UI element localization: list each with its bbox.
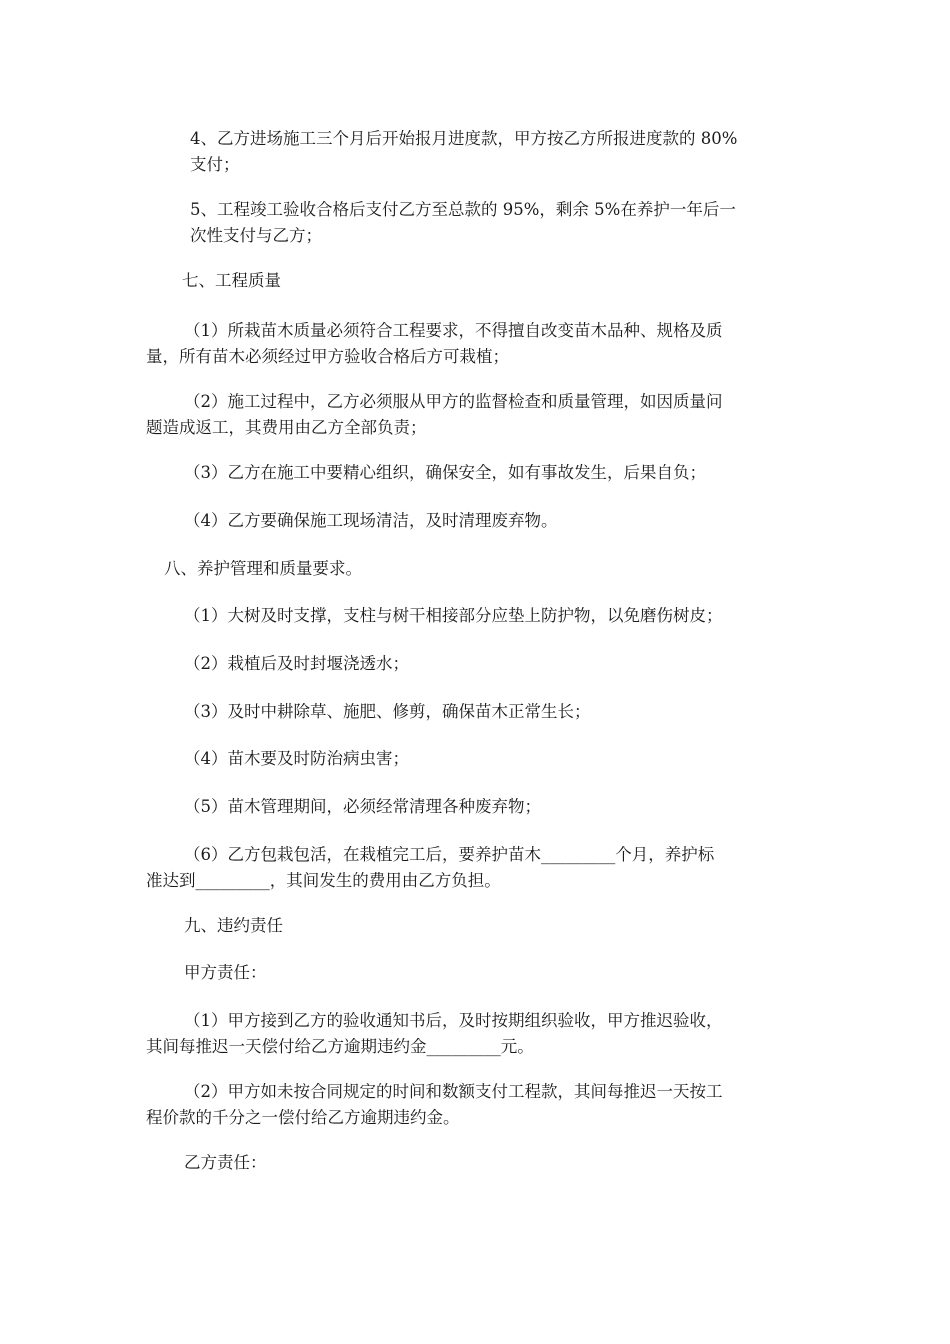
quality-clause-2: [146, 389, 806, 441]
maintenance-clause-6: [146, 842, 806, 894]
text-line: （3）及时中耕除草、施肥、修剪，确保苗木正常生长；: [184, 702, 591, 721]
section-heading-liability: [146, 913, 806, 939]
payment-clause-5: [146, 197, 806, 249]
quality-clause-4: [146, 508, 806, 534]
subheading: 甲方责任：: [184, 963, 267, 982]
text-line: （1）大树及时支撑，支柱与树干相接部分应垫上防护物，以免磨伤树皮；: [184, 606, 723, 625]
text-line: （5）苗木管理期间，必须经常清理各种废弃物；: [184, 797, 541, 816]
text-line: （1）甲方接到乙方的验收通知书后，及时按期组织验收，甲方推迟验收，: [184, 1011, 723, 1030]
text-line: 程价款的千分之一偿付给乙方逾期违约金。: [146, 1108, 460, 1127]
text-line: （2）栽植后及时封堰浇透水；: [184, 654, 409, 673]
text-line: （2）施工过程中，乙方必须服从甲方的监督检查和质量管理，如因质量问: [184, 392, 723, 411]
section-heading-maintenance: [146, 556, 806, 582]
text-line: 5、工程竣工验收合格后支付乙方至总款的 95%，剩余 5%在养护一年后一: [190, 200, 736, 219]
maintenance-clause-5: [146, 794, 806, 820]
party-a-liability-heading: [146, 960, 806, 986]
section-heading: 九、违约责任: [184, 916, 283, 935]
subheading: 乙方责任：: [184, 1153, 267, 1172]
maintenance-clause-3: [146, 699, 806, 725]
text-line: （3）乙方在施工中要精心组织，确保安全，如有事故发生，后果自负；: [184, 463, 706, 482]
text-line: 4、乙方进场施工三个月后开始报月进度款，甲方按乙方所报进度款的 80%: [190, 129, 738, 148]
maintenance-clause-2: [146, 651, 806, 677]
section-heading: 七、工程质量: [182, 271, 281, 290]
party-a-clause-2: [146, 1079, 806, 1131]
party-b-liability-heading: [146, 1150, 806, 1176]
quality-clause-1: [146, 318, 806, 370]
maintenance-clause-1: [146, 603, 806, 629]
maintenance-clause-4: [146, 746, 806, 772]
text-line: （6）乙方包栽包活，在栽植完工后，要养护苗木_________个月，养护标: [184, 845, 715, 864]
party-a-clause-1: [146, 1008, 806, 1060]
text-line: 支付；: [190, 155, 240, 174]
text-line: （1）所栽苗木质量必须符合工程要求，不得擅自改变苗木品种、规格及质: [184, 321, 723, 340]
quality-clause-3: [146, 460, 806, 486]
text-line: 其间每推迟一天偿付给乙方逾期违约金_________元。: [146, 1037, 534, 1056]
text-line: 准达到_________，其间发生的费用由乙方负担。: [146, 871, 501, 890]
text-line: 量，所有苗木必须经过甲方验收合格后方可栽植；: [146, 347, 509, 366]
section-heading: 八、养护管理和质量要求。: [164, 559, 362, 578]
text-line: （2）甲方如未按合同规定的时间和数额支付工程款，其间每推迟一天按工: [184, 1082, 723, 1101]
text-line: （4）苗木要及时防治病虫害；: [184, 749, 409, 768]
text-line: （4）乙方要确保施工现场清洁，及时清理废弃物。: [184, 511, 558, 530]
text-line: 题造成返工，其费用由乙方全部负责；: [146, 418, 427, 437]
payment-clause-4: [146, 126, 806, 178]
text-line: 次性支付与乙方；: [190, 226, 322, 245]
section-heading-quality: [146, 268, 806, 294]
